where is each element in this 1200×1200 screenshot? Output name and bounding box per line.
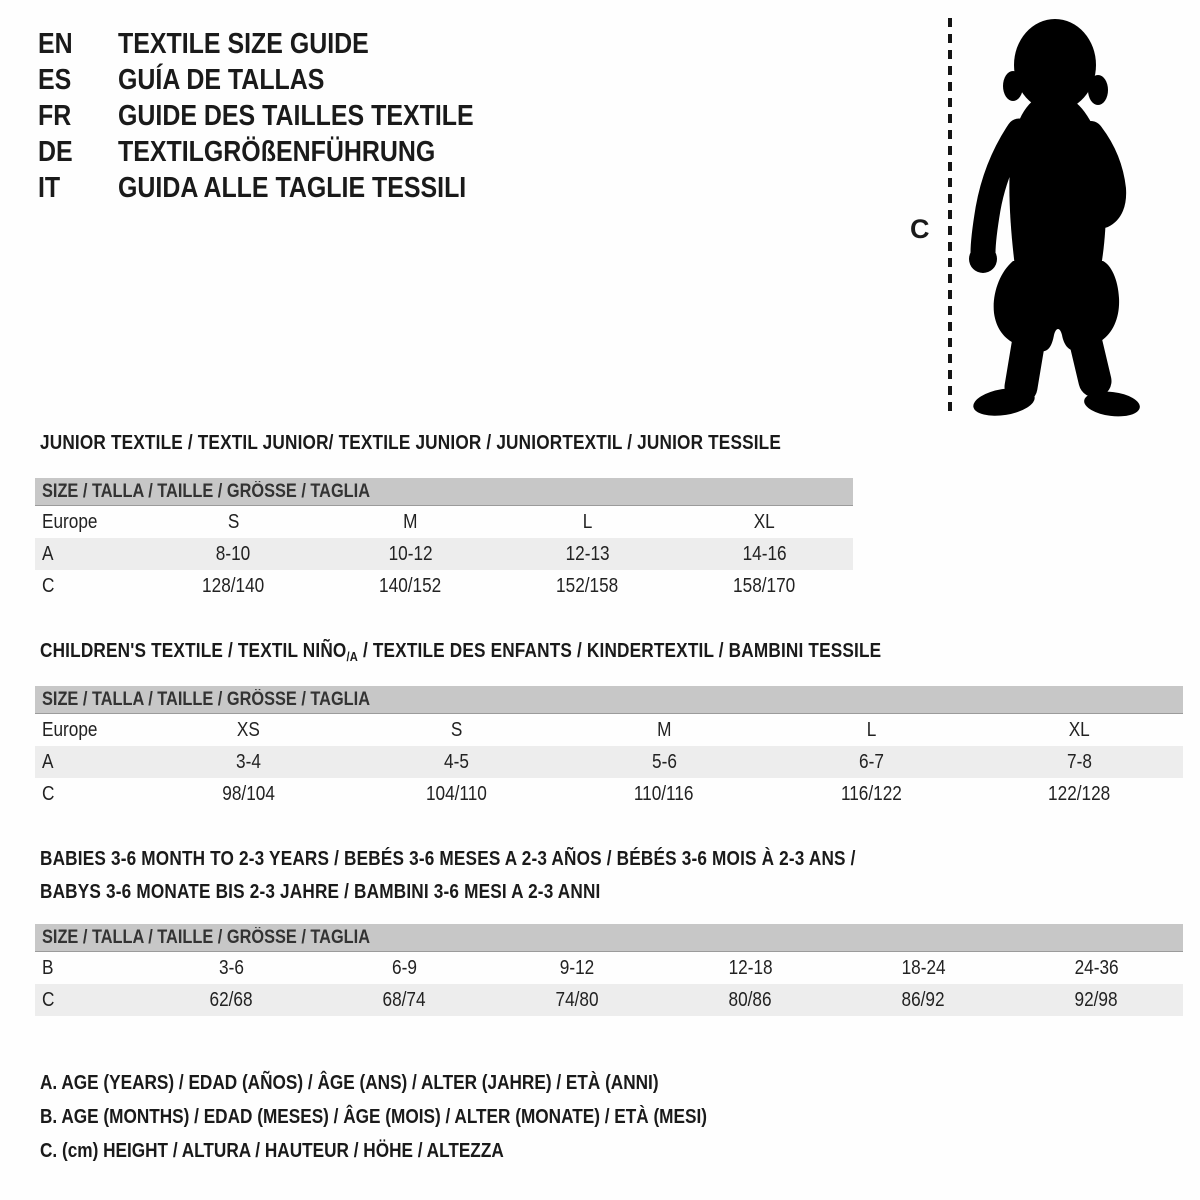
babies-section-title	[40, 848, 988, 914]
children-height-l: 116/122	[841, 782, 903, 805]
junior-age-l: 12-13	[565, 542, 610, 565]
lang-row-es	[38, 62, 532, 98]
children-age-xs: 3-4	[236, 750, 262, 773]
children-col-m: M	[656, 718, 672, 741]
legend-line-a: A. AGE (YEARS) / EDAD (AÑOS) / ÂGE (ANS) / ALTER (JAHRE) / ETÀ (ANNI)	[40, 1072, 659, 1094]
children-section-title	[40, 640, 1018, 664]
babies-months-2: 6-9	[392, 956, 417, 979]
babies-months-5: 18-24	[901, 956, 946, 979]
children-row-height	[35, 778, 1183, 810]
junior-age-xl: 14-16	[742, 542, 787, 565]
toddler-silhouette-figure	[955, 12, 1155, 424]
junior-age-s: 8-10	[216, 542, 251, 565]
children-row-age	[35, 746, 1183, 778]
babies-size-table	[35, 924, 1183, 1016]
children-section-title-text	[40, 640, 881, 664]
children-size-bar	[35, 686, 1183, 714]
children-col-xs: XS	[237, 718, 261, 741]
junior-height-xl: 158/170	[733, 574, 796, 597]
junior-height-l: 152/158	[556, 574, 619, 597]
junior-row-age	[35, 538, 853, 570]
lang-row-en	[38, 26, 532, 62]
lang-row-it	[38, 170, 532, 206]
children-size-bar-text: SIZE / TALLA / TAILLE / GRÖSSE / TAGLIA	[42, 688, 371, 710]
legend-line-c: C. (cm) HEIGHT / ALTURA / HAUTEUR / HÖHE / ALTEZZA	[40, 1140, 504, 1162]
junior-height-s: 128/140	[202, 574, 265, 597]
babies-row-months	[35, 952, 1183, 984]
babies-row-months-label: B	[42, 956, 54, 979]
children-title-prefix: CHILDREN'S TEXTILE / TEXTIL NIÑO	[40, 640, 347, 662]
junior-section-title	[40, 432, 902, 455]
legend-line-b: B. AGE (MONTHS) / EDAD (MESES) / ÂGE (MOIS) / ALTER (MONATE) / ETÀ (MESI)	[40, 1106, 707, 1128]
children-height-m: 110/116	[634, 782, 694, 805]
lang-code-fr: FR	[38, 99, 72, 132]
babies-months-4: 12-18	[728, 956, 773, 979]
children-header-row	[35, 714, 1183, 746]
babies-size-bar-text: SIZE / TALLA / TAILLE / GRÖSSE / TAGLIA	[42, 926, 371, 948]
junior-col-l: L	[582, 510, 593, 533]
babies-height-2: 68/74	[382, 988, 427, 1011]
junior-col-m: M	[403, 510, 418, 533]
children-age-m: 5-6	[651, 750, 677, 773]
height-measure-dashed-line	[948, 18, 952, 418]
junior-col-s: S	[227, 510, 240, 533]
babies-height-4: 80/86	[728, 988, 773, 1011]
children-height-s: 104/110	[425, 782, 487, 805]
junior-header-row	[35, 506, 853, 538]
babies-row-height	[35, 984, 1183, 1016]
children-size-table	[35, 686, 1183, 810]
children-row-height-label: C	[42, 782, 55, 805]
children-col-s: S	[450, 718, 463, 741]
children-age-l: 6-7	[859, 750, 885, 773]
lang-label-en: TEXTILE SIZE GUIDE	[118, 27, 369, 60]
legend	[40, 1072, 816, 1174]
babies-height-5: 86/92	[901, 988, 946, 1011]
babies-height-6: 92/98	[1074, 988, 1119, 1011]
children-height-xl: 122/128	[1048, 782, 1111, 805]
lang-code-de: DE	[38, 135, 73, 168]
lang-row-de	[38, 134, 532, 170]
language-header	[38, 26, 532, 206]
junior-row-height-label: C	[42, 574, 55, 597]
babies-months-1: 3-6	[219, 956, 244, 979]
lang-label-de: TEXTILGRÖßENFÜHRUNG	[118, 135, 436, 168]
children-col-l: L	[866, 718, 877, 741]
lang-row-fr	[38, 98, 532, 134]
babies-row-height-label: C	[42, 988, 55, 1011]
babies-height-1: 62/68	[209, 988, 254, 1011]
junior-row-height	[35, 570, 853, 602]
junior-size-bar-text: SIZE / TALLA / TAILLE / GRÖSSE / TAGLIA	[42, 480, 371, 502]
children-row-age-label: A	[42, 750, 54, 773]
babies-height-3: 74/80	[555, 988, 600, 1011]
children-age-xl: 7-8	[1066, 750, 1092, 773]
junior-age-m: 10-12	[388, 542, 433, 565]
children-height-xs: 98/104	[222, 782, 276, 805]
junior-col-region: Europe	[42, 510, 98, 533]
babies-size-bar	[35, 924, 1183, 952]
lang-label-it: GUIDA ALLE TAGLIE TESSILI	[118, 171, 467, 204]
children-title-sub: /A	[346, 649, 359, 664]
junior-size-table	[35, 478, 853, 602]
junior-row-age-label: A	[42, 542, 54, 565]
toddler-silhouette-icon	[955, 12, 1155, 424]
children-age-s: 4-5	[443, 750, 469, 773]
children-col-region: Europe	[42, 718, 98, 741]
babies-months-3: 9-12	[560, 956, 595, 979]
children-title-suffix: / TEXTILE DES ENFANTS / KINDERTEXTIL / BAMBINI TESSILE	[358, 640, 882, 662]
lang-label-es: GUÍA DE TALLAS	[118, 63, 325, 96]
babies-months-6: 24-36	[1074, 956, 1119, 979]
babies-title-line1: BABIES 3-6 MONTH TO 2-3 YEARS / BEBÉS 3-6 MESES A 2-3 AÑOS / BÉBÉS 3-6 MOIS À 2-3 ANS /	[40, 848, 856, 870]
junior-size-bar	[35, 478, 853, 506]
lang-label-fr: GUIDE DES TAILLES TEXTILE	[118, 99, 474, 132]
junior-section-title-text: JUNIOR TEXTILE / TEXTIL JUNIOR/ TEXTILE JUNIOR / JUNIORTEXTIL / JUNIOR TESSILE	[40, 432, 782, 454]
junior-col-xl: XL	[753, 510, 776, 533]
height-measure-label: C	[910, 214, 930, 244]
lang-code-es: ES	[38, 63, 72, 96]
lang-code-en: EN	[38, 27, 73, 60]
lang-code-it: IT	[38, 171, 61, 204]
babies-title-line2: BABYS 3-6 MONATE BIS 2-3 JAHRE / BAMBINI 3-6 MESI A 2-3 ANNI	[40, 881, 601, 903]
junior-height-m: 140/152	[379, 574, 442, 597]
children-col-xl: XL	[1068, 718, 1090, 741]
